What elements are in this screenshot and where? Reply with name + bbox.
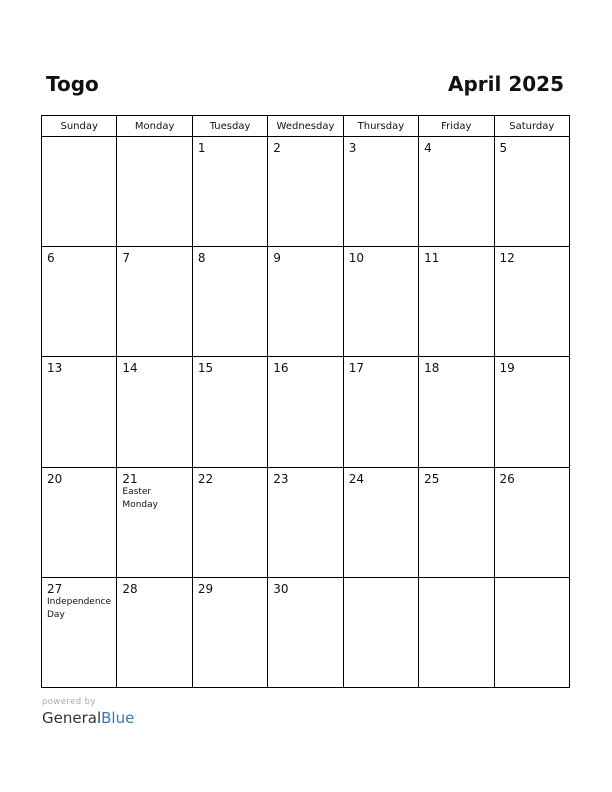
day-cell: [268, 577, 343, 687]
week-row: [42, 577, 570, 687]
day-cell: [42, 357, 117, 467]
day-number: 10: [348, 251, 364, 266]
weekday-header: Thursday: [343, 116, 418, 137]
weekday-header-row: [42, 116, 570, 137]
day-cell: [419, 137, 494, 247]
day-cell: [42, 467, 117, 577]
day-number: 21: [122, 471, 138, 486]
day-number: 18: [424, 361, 440, 376]
day-cell: [419, 357, 494, 467]
brand-part-general: General: [42, 709, 102, 727]
day-number: 24: [348, 471, 364, 486]
day-cell: [268, 247, 343, 357]
day-cell: [268, 357, 343, 467]
day-cell: [343, 357, 418, 467]
day-number: 13: [47, 361, 63, 376]
day-number: 22: [197, 471, 214, 486]
weekday-header: Saturday: [494, 116, 569, 137]
day-cell: [192, 467, 267, 577]
day-number: 19: [499, 361, 515, 376]
day-cell: [419, 247, 494, 357]
powered-by-label: powered by: [42, 697, 96, 707]
day-number: 28: [122, 581, 138, 596]
day-cell: [343, 577, 418, 687]
week-row: [42, 137, 570, 247]
weekday-header: Monday: [117, 116, 192, 137]
week-row: [42, 467, 570, 577]
weekday-header: Tuesday: [192, 116, 267, 137]
day-cell: [343, 137, 418, 247]
day-number: 26: [499, 471, 515, 486]
day-number: 3: [348, 141, 357, 155]
day-cell: [192, 577, 267, 687]
day-cell: [117, 577, 192, 687]
day-cell: [494, 137, 569, 247]
day-cell: [494, 357, 569, 467]
day-number: 23: [273, 471, 289, 486]
day-cell: [494, 247, 569, 357]
weekday-header: Wednesday: [268, 116, 343, 137]
day-cell: [268, 137, 343, 247]
day-cell: [494, 577, 569, 687]
day-number: 1: [197, 141, 206, 155]
day-cell: [268, 467, 343, 577]
holiday-label: Easter Monday: [122, 486, 158, 510]
country-title: Togo: [46, 72, 99, 96]
day-number: 12: [499, 251, 515, 266]
month-year-title: April 2025: [448, 72, 564, 96]
day-number: 7: [122, 251, 131, 266]
day-number: 25: [424, 471, 440, 486]
day-number: 14: [122, 361, 138, 376]
day-cell: [42, 577, 117, 687]
day-cell: [419, 577, 494, 687]
day-number: 9: [273, 251, 281, 266]
day-cell: [42, 137, 117, 247]
day-cell: [343, 247, 418, 357]
day-number: 2: [273, 141, 281, 155]
day-number: 16: [273, 361, 289, 376]
weekday-header: Friday: [419, 116, 494, 137]
day-cell: [117, 247, 192, 357]
holiday-label: Independence Day: [47, 596, 112, 620]
day-cell: [117, 357, 192, 467]
day-number: 15: [197, 361, 214, 376]
day-cell: [117, 137, 192, 247]
footer-branding: [42, 696, 134, 728]
day-cell: [343, 467, 418, 577]
brand-part-blue: Blue: [101, 709, 135, 727]
calendar-grid: [41, 115, 570, 688]
day-cell: [42, 247, 117, 357]
day-number: 4: [424, 141, 432, 155]
generalblue-logo[interactable]: [42, 708, 134, 728]
day-cell: [494, 467, 569, 577]
day-number: 8: [197, 251, 206, 266]
day-number: 27: [47, 581, 63, 596]
day-number: 11: [424, 251, 440, 266]
week-row: [42, 247, 570, 357]
day-cell: [192, 137, 267, 247]
day-cell: [192, 247, 267, 357]
week-row: [42, 357, 570, 467]
day-number: 17: [348, 361, 364, 376]
day-cell: [117, 467, 192, 577]
weekday-header: Sunday: [42, 116, 117, 137]
day-number: 30: [273, 581, 289, 596]
day-number: 29: [197, 581, 214, 596]
day-number: 20: [47, 471, 63, 486]
day-number: 5: [499, 141, 508, 155]
day-number: 6: [47, 251, 55, 266]
day-cell: [419, 467, 494, 577]
day-cell: [192, 357, 267, 467]
